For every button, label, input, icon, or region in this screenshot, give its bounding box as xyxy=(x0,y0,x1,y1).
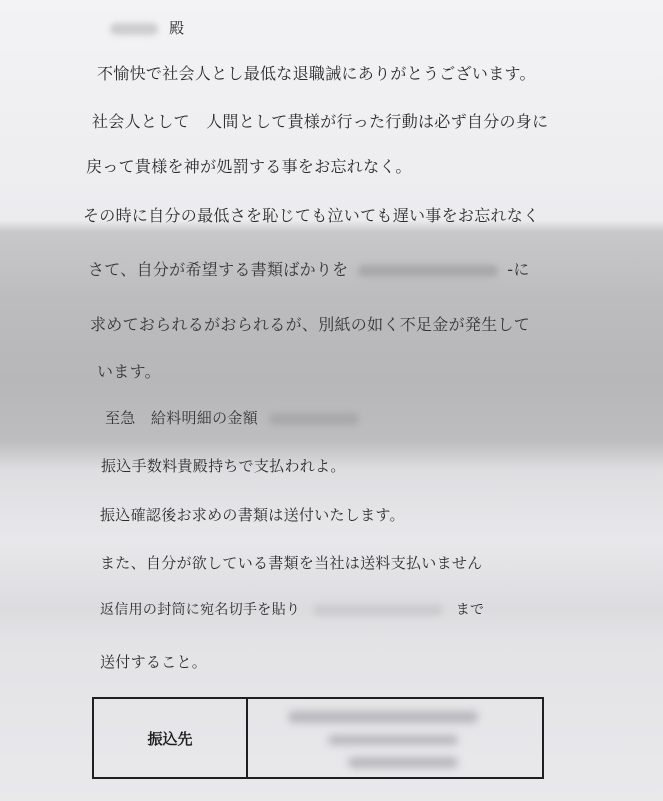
letter-line-3: 戻って貴様を神が処罰する事をお忘れなく。 xyxy=(86,157,412,176)
addressee-line xyxy=(110,18,184,38)
letter-line-2: 社会人として 人間として貴様が行った行動は必ず自分の身に xyxy=(92,112,549,131)
transfer-destination-label: 振込先 xyxy=(94,699,248,777)
letter-line-6: 求めておられるがおられるが、別紙の如く不足金が発生して xyxy=(90,315,531,334)
transfer-destination-table xyxy=(92,697,544,779)
redacted-amount xyxy=(269,413,359,425)
letter-line-10: 振込確認後お求めの書類は送付いたします。 xyxy=(100,506,405,524)
redacted-bank-name xyxy=(288,711,478,723)
letter-line-1: 不愉快で社会人とし最低な退職誡にありがとうございます。 xyxy=(97,64,536,83)
letter-line-8-text: 至急 給料明細の金額 xyxy=(105,409,259,427)
transfer-destination-details xyxy=(248,699,542,777)
letter-line-12 xyxy=(100,600,484,620)
redacted-branch xyxy=(328,735,458,745)
letter-line-5-text: さて、自分が希望する書類ばかりを xyxy=(88,260,349,279)
letter-line-11: また、自分が欲している書類を当社は送料支払いません xyxy=(100,554,483,572)
redacted-recipient xyxy=(358,265,498,277)
letter-line-5-suffix: -に xyxy=(507,260,530,279)
redacted-destination xyxy=(313,604,443,616)
redacted-account xyxy=(348,757,458,768)
redacted-addressee xyxy=(110,23,158,35)
letter-line-5 xyxy=(88,260,530,280)
letter-line-8 xyxy=(105,408,359,428)
letter-line-9: 振込手数料貴殿持ちで支払われよ。 xyxy=(101,457,346,475)
letter-line-12-text: 返信用の封筒に宛名切手を貼り xyxy=(100,602,301,618)
letter-line-12-suffix: まで xyxy=(455,602,485,618)
letter-line-4: その時に自分の最低さを恥じても泣いても遅い事をお忘れなく xyxy=(83,206,540,225)
letter-line-7: います。 xyxy=(97,362,161,381)
honorific: 殿 xyxy=(169,19,185,37)
letter-line-13: 送付すること。 xyxy=(100,653,208,671)
